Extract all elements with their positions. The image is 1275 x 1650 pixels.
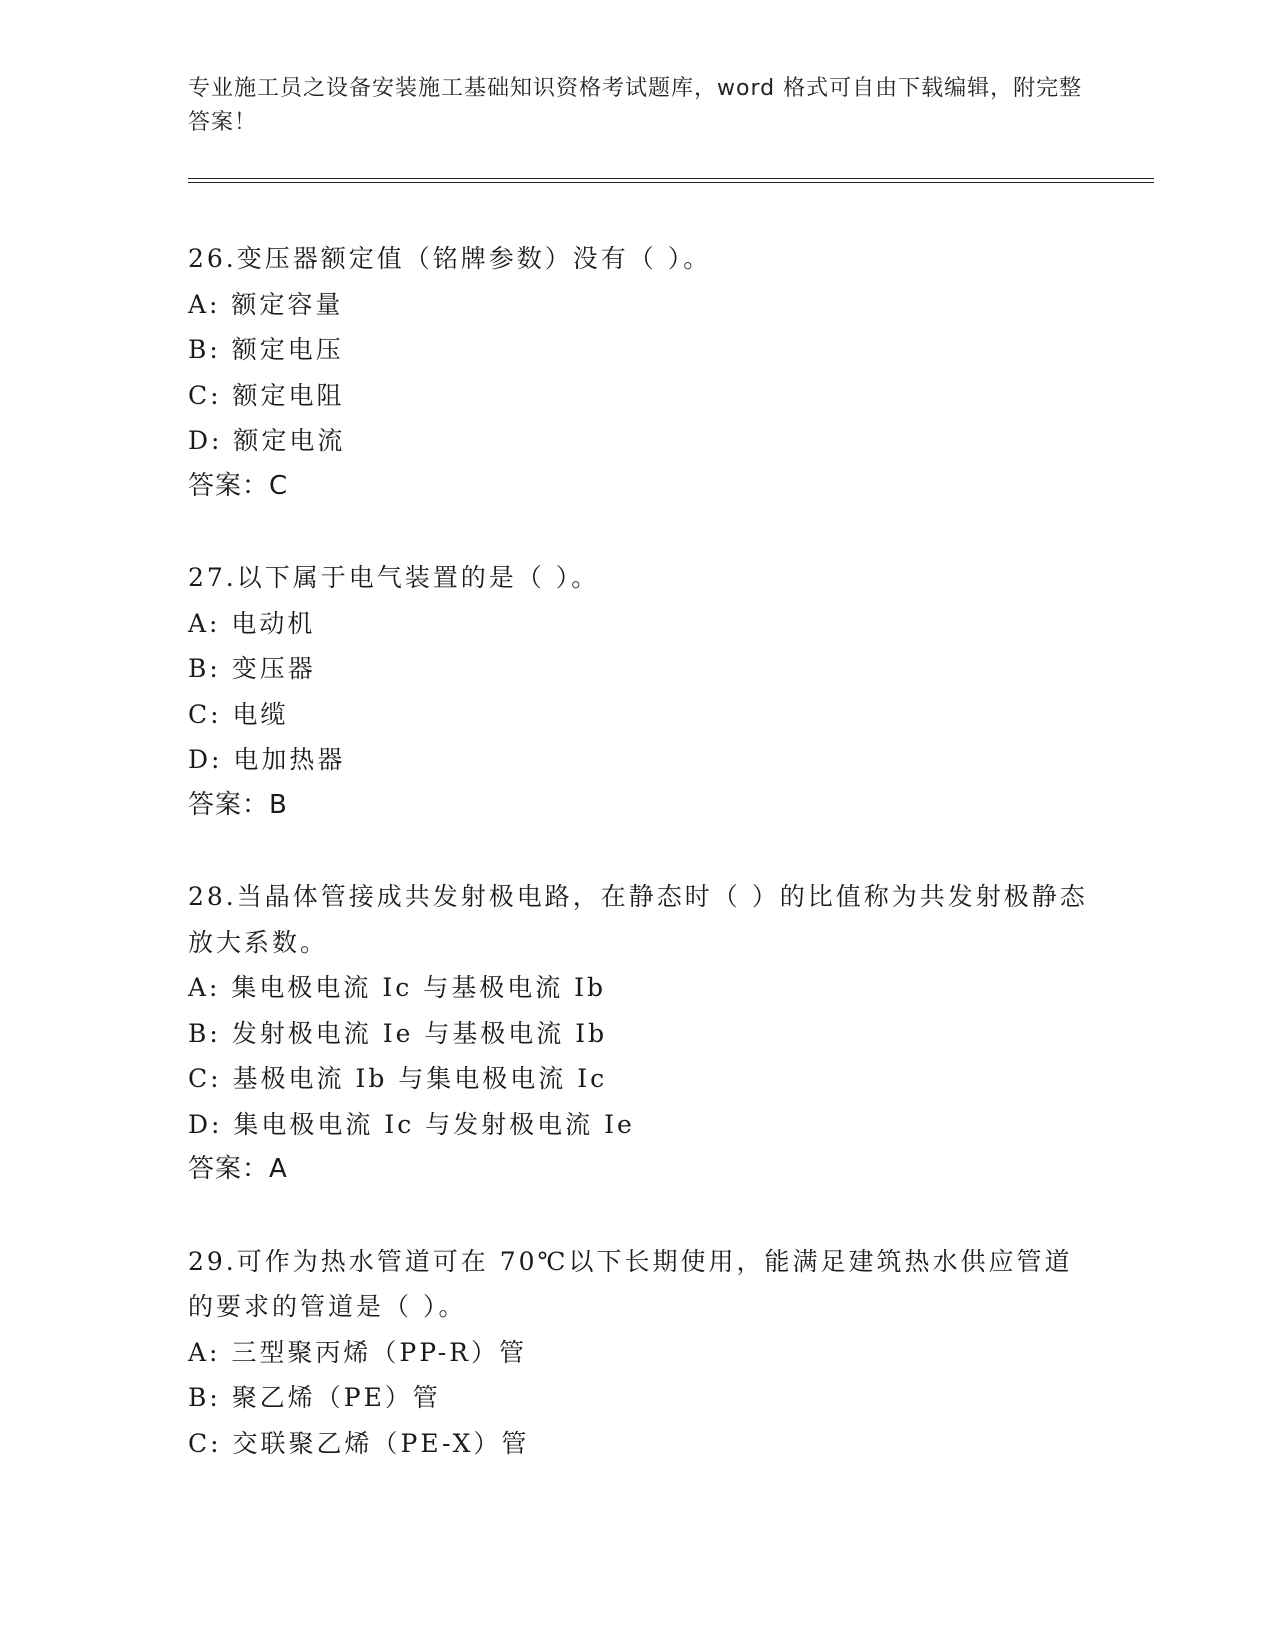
option-a: A: 三型聚丙烯（PP-R）管 [188, 1337, 527, 1367]
option-b: B: 发射极电流 Ie 与基极电流 Ib [188, 1018, 608, 1048]
question-stem: 26.变压器额定值（铭牌参数）没有（ ）。 [188, 244, 712, 273]
question-26 [188, 236, 1088, 509]
option-a: A: 集电极电流 Ic 与基极电流 Ib [188, 973, 607, 1002]
option-c: C: 额定电阻 [188, 380, 345, 410]
question-stem: 28.当晶体管接成共发射极电路，在静态时（ ）的比值称为共发射极静态放大系数。 [188, 882, 1088, 957]
question-28 [188, 874, 1088, 1193]
document-header: 专业施工员之设备安装施工基础知识资格考试题库，word 格式可自由下载编辑，附完整答案！ [188, 76, 1083, 135]
option-c: C: 基极电流 Ib 与集电极电流 Ic [188, 1064, 608, 1093]
option-a: A: 额定容量 [188, 289, 344, 319]
header-divider [188, 178, 1154, 183]
option-d: D: 集电极电流 Ic 与发射极电流 Ie [188, 1109, 635, 1139]
question-list [188, 236, 1088, 1512]
question-stem: 27.以下属于电气装置的是（ ）。 [188, 563, 600, 592]
answer: 答案：B [188, 789, 288, 820]
question-27 [188, 555, 1088, 828]
answer: 答案：C [188, 470, 289, 501]
option-a: A: 电动机 [188, 608, 316, 638]
option-c: C: 电缆 [188, 699, 289, 729]
option-d: D: 额定电流 [188, 426, 346, 455]
option-c: C: 交联聚乙烯（PE-X）管 [188, 1428, 530, 1458]
option-b: B: 聚乙烯（PE）管 [188, 1383, 441, 1412]
answer: 答案：A [188, 1154, 288, 1184]
question-29 [188, 1239, 1088, 1467]
question-stem: 29.可作为热水管道可在 70℃以下长期使用，能满足建筑热水供应管道的要求的管道是（ ）。 [188, 1246, 1073, 1321]
option-d: D: 电加热器 [188, 745, 346, 774]
option-b: B: 额定电压 [188, 335, 344, 364]
option-b: B: 变压器 [188, 654, 316, 683]
